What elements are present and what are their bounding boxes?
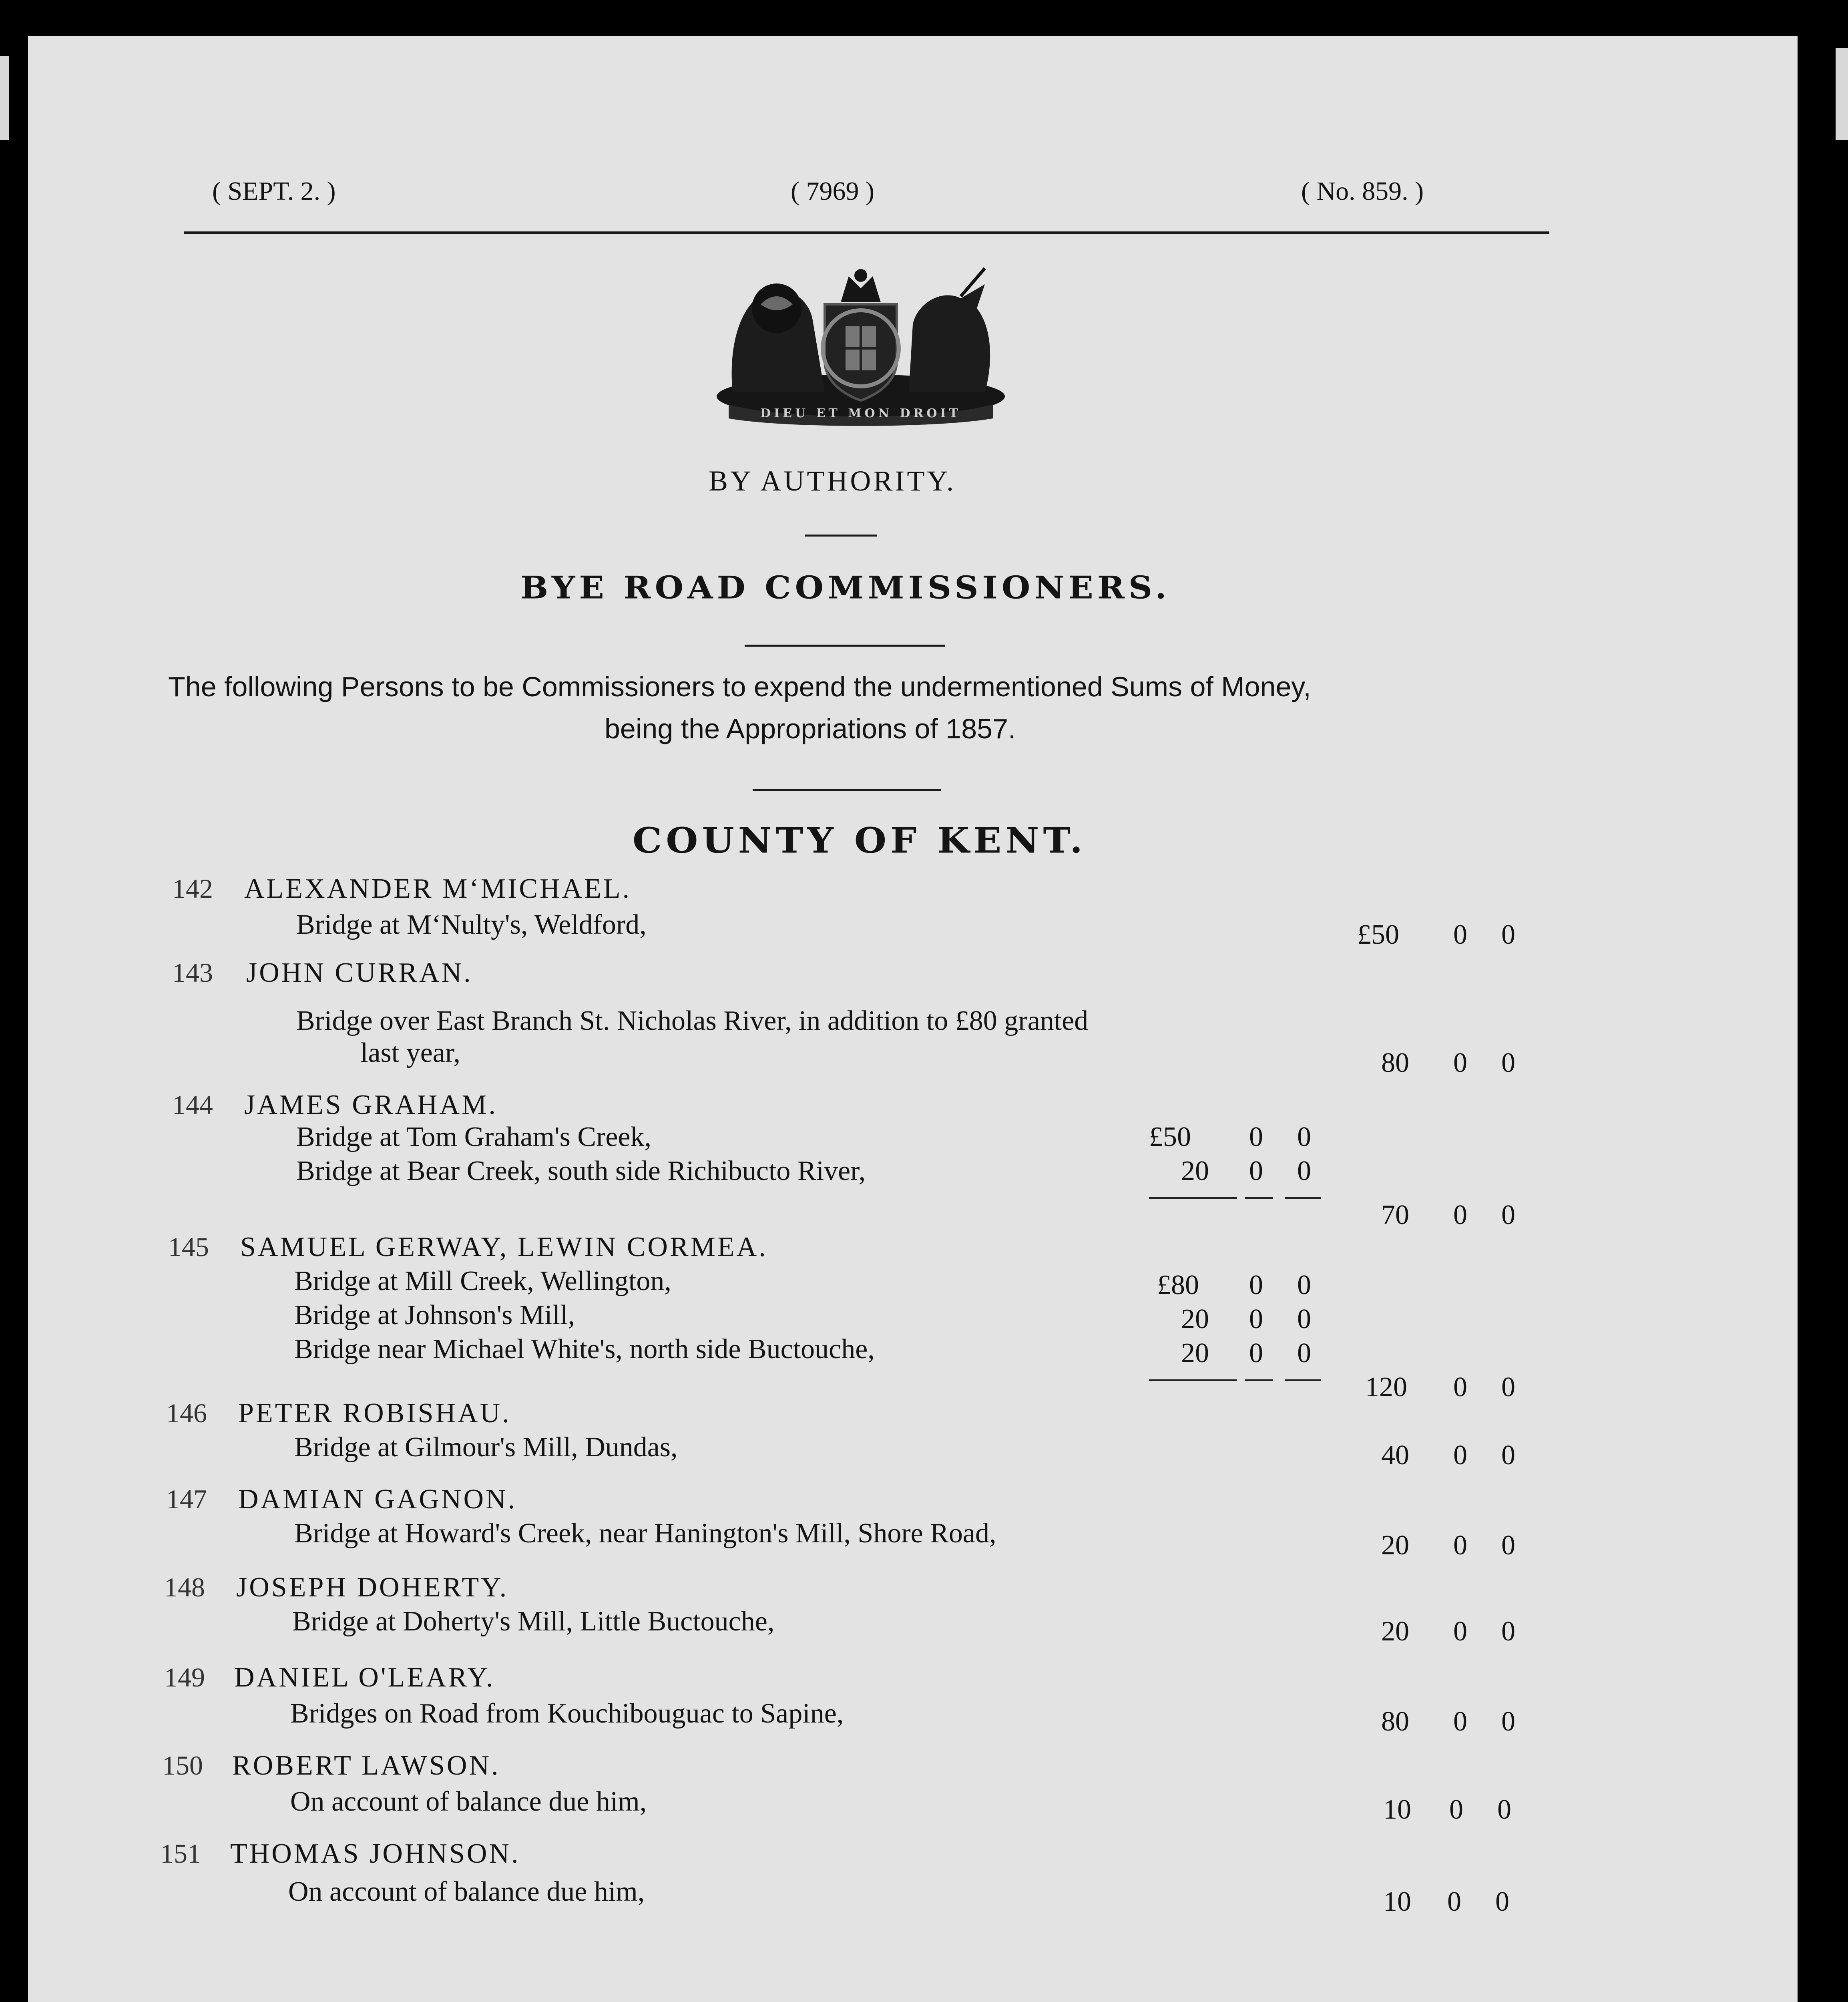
- total-pence: 0: [1501, 1440, 1515, 1471]
- commissioner-name: ROBERT LAWSON.: [232, 1750, 500, 1781]
- entry-number: 146: [166, 1398, 207, 1428]
- total-pounds: 10: [1383, 1886, 1411, 1917]
- total-pence: 0: [1495, 1886, 1509, 1917]
- item-pence: 0: [1297, 1304, 1311, 1335]
- intro-line-2: being the Appropriations of 1857.: [605, 713, 1016, 744]
- entry-number: 143: [172, 957, 213, 988]
- item-description: Bridge at Mill Creek, Wellington,: [294, 1266, 671, 1296]
- commissioner-name: JAMES GRAHAM.: [244, 1089, 498, 1120]
- appropriation-description-continued: last year,: [360, 1037, 460, 1068]
- total-pounds: 40: [1381, 1440, 1409, 1471]
- total-shillings: 0: [1453, 1200, 1467, 1230]
- subtotal-rule: [1149, 1197, 1237, 1199]
- entry-number: 144: [172, 1089, 213, 1120]
- section-title: BYE ROAD COMMISSIONERS.: [520, 569, 1171, 606]
- subtotal-rule: [1285, 1379, 1321, 1381]
- total-shillings: 0: [1447, 1886, 1461, 1917]
- total-pounds: £50: [1357, 919, 1399, 950]
- subtotal-rule: [1245, 1379, 1273, 1381]
- subtotal-rule: [1149, 1379, 1237, 1381]
- item-shillings: 0: [1249, 1122, 1263, 1152]
- total-shillings: 0: [1449, 1794, 1463, 1825]
- total-pence: 0: [1501, 1372, 1515, 1403]
- appropriation-description: Bridge at Howard's Creek, near Hanington's Mill, Shore Road,: [294, 1518, 996, 1549]
- commissioner-name: JOHN CURRAN.: [246, 957, 473, 988]
- item-pounds: 20: [1181, 1156, 1209, 1186]
- appropriation-description: Bridge at Doherty's Mill, Little Buctouche,: [292, 1606, 775, 1637]
- commissioner-name: THOMAS JOHNSON.: [230, 1838, 520, 1869]
- entry-number: 145: [168, 1232, 209, 1262]
- item-pence: 0: [1297, 1338, 1311, 1369]
- total-shillings: 0: [1453, 1440, 1467, 1471]
- scan-edge-artifact: [0, 56, 9, 140]
- total-pounds: 70: [1381, 1200, 1409, 1230]
- total-pounds: 80: [1381, 1047, 1409, 1078]
- total-pence: 0: [1501, 1616, 1515, 1647]
- appropriation-description: On account of balance due him,: [290, 1786, 647, 1817]
- item-shillings: 0: [1249, 1338, 1263, 1369]
- commissioner-name: SAMUEL GERWAY, LEWIN CORMEA.: [240, 1232, 768, 1262]
- appropriation-description: On account of balance due him,: [288, 1876, 645, 1907]
- total-pounds: 20: [1381, 1616, 1409, 1647]
- appropriation-description: Bridges on Road from Kouchibouguac to Sapine,: [290, 1698, 844, 1729]
- gazette-page: [28, 36, 1798, 2002]
- commissioner-name: DAMIAN GAGNON.: [238, 1484, 517, 1515]
- commissioner-name: ALEXANDER M‘MICHAEL.: [244, 873, 632, 904]
- commissioner-name: PETER ROBISHAU.: [238, 1398, 511, 1429]
- item-shillings: 0: [1249, 1156, 1263, 1186]
- commissioner-name: DANIEL O'LEARY.: [234, 1662, 495, 1693]
- entry-number: 151: [160, 1838, 201, 1869]
- item-pence: 0: [1297, 1156, 1311, 1186]
- item-pounds: 20: [1181, 1304, 1209, 1335]
- total-pounds: 120: [1365, 1372, 1407, 1403]
- divider-rule: [753, 789, 941, 791]
- appropriation-description: Bridge over East Branch St. Nicholas River, in addition to £80 granted: [296, 1005, 1089, 1036]
- header-rule: [184, 231, 1549, 234]
- item-pence: 0: [1297, 1270, 1311, 1300]
- total-shillings: 0: [1453, 1530, 1467, 1561]
- divider-rule: [745, 645, 945, 647]
- item-description: Bridge at Bear Creek, south side Richibucto River,: [296, 1156, 866, 1186]
- item-pounds: 20: [1181, 1338, 1209, 1369]
- crest-motto: DIEU ET MON DROIT: [760, 406, 961, 420]
- item-pounds: £50: [1149, 1122, 1191, 1152]
- total-pence: 0: [1501, 1530, 1515, 1561]
- subtotal-rule: [1285, 1197, 1321, 1199]
- commissioner-name: JOSEPH DOHERTY.: [236, 1572, 509, 1603]
- entry-number: 149: [164, 1662, 205, 1692]
- item-description: Bridge at Johnson's Mill,: [294, 1300, 575, 1331]
- entry-number: 150: [162, 1750, 203, 1781]
- item-shillings: 0: [1249, 1270, 1263, 1300]
- total-shillings: 0: [1453, 1616, 1467, 1647]
- total-pence: 0: [1497, 1794, 1511, 1825]
- scan-edge-artifact: [1836, 48, 1848, 140]
- total-pence: 0: [1501, 1706, 1515, 1737]
- item-description: Bridge near Michael White's, north side Buctouche,: [294, 1334, 875, 1365]
- total-pence: 0: [1501, 919, 1515, 950]
- total-shillings: 0: [1453, 1047, 1467, 1078]
- total-shillings: 0: [1453, 1706, 1467, 1737]
- divider-rule: [805, 535, 877, 537]
- total-pounds: 20: [1381, 1530, 1409, 1561]
- item-shillings: 0: [1249, 1304, 1263, 1335]
- subtotal-rule: [1245, 1197, 1273, 1199]
- entry-number: 148: [164, 1572, 205, 1602]
- by-authority-heading: BY AUTHORITY.: [709, 465, 956, 497]
- royal-coat-of-arms: [705, 260, 1017, 428]
- header-date: ( SEPT. 2. ): [212, 177, 336, 206]
- intro-line-1: The following Persons to be Commissioners to expend the undermentioned Sums of Money,: [168, 671, 1311, 702]
- total-pence: 0: [1501, 1200, 1515, 1230]
- header-issue-number: ( No. 859. ): [1301, 177, 1424, 206]
- entry-number: 142: [172, 873, 213, 904]
- total-pence: 0: [1501, 1047, 1515, 1078]
- total-pounds: 80: [1381, 1706, 1409, 1737]
- county-heading: COUNTY OF KENT.: [633, 820, 1087, 861]
- entry-number: 147: [166, 1484, 207, 1514]
- appropriation-description: Bridge at Gilmour's Mill, Dundas,: [294, 1432, 678, 1463]
- total-shillings: 0: [1453, 1372, 1467, 1403]
- item-description: Bridge at Tom Graham's Creek,: [296, 1122, 652, 1152]
- item-pence: 0: [1297, 1122, 1311, 1152]
- appropriation-description: Bridge at M‘Nulty's, Weldford,: [296, 909, 647, 940]
- total-pounds: 10: [1383, 1794, 1411, 1825]
- header-page-number: ( 7969 ): [791, 177, 874, 206]
- item-pounds: £80: [1157, 1270, 1199, 1300]
- total-shillings: 0: [1453, 919, 1467, 950]
